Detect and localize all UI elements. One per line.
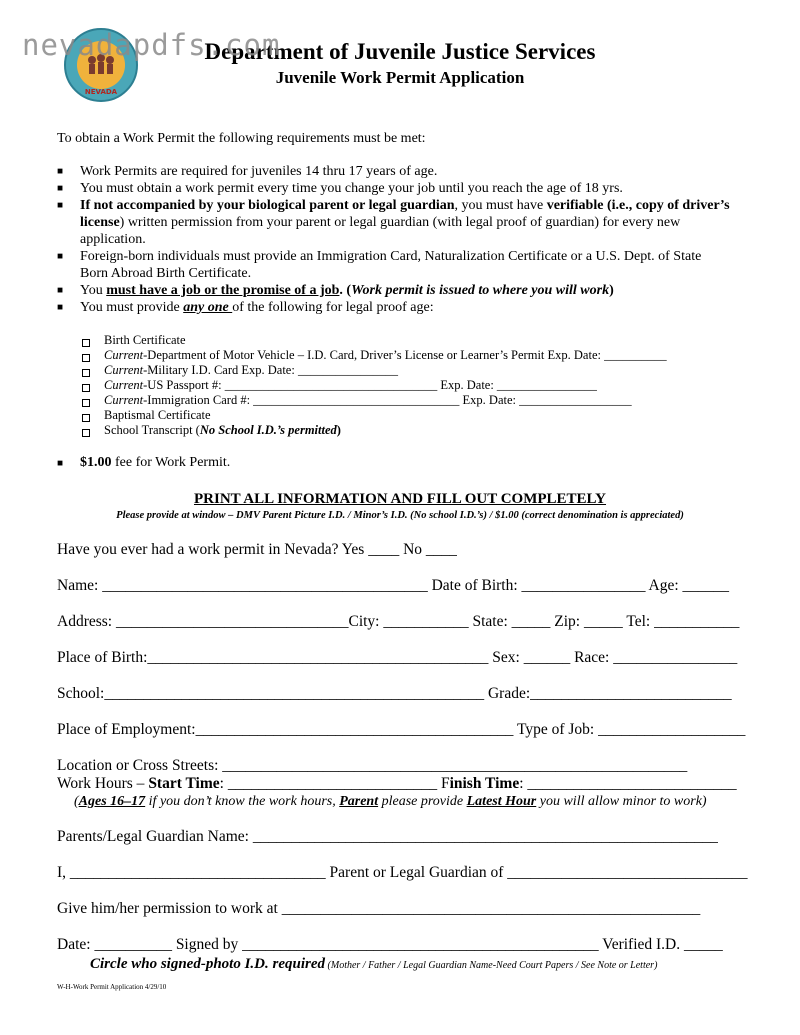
guardian-of-row[interactable]: I, _________________________________ Parent or Legal Guardian of _______________________________ xyxy=(57,864,748,881)
bullet-icon: ■ xyxy=(57,183,64,194)
requirement-proof-age: You must provide any one of the following for legal proof age: xyxy=(80,300,434,315)
option-birth-certificate: Birth Certificate xyxy=(104,333,186,347)
signature-row[interactable]: Date: __________ Signed by ______________________________________________ Verified I.D. _____ xyxy=(57,936,723,953)
option-baptismal: Baptismal Certificate xyxy=(104,408,211,422)
work-hours-row[interactable]: Work Hours – Start Time: ___________________________ Finish Time: ___________________________ xyxy=(57,775,737,792)
work-hours-note: (Ages 16–17 if you don’t know the work hours, Parent please provide Latest Hour you will allow minor to work) xyxy=(74,794,707,809)
bullet-icon: ■ xyxy=(57,302,64,313)
page-title: Department of Juvenile Justice Services xyxy=(204,39,596,64)
requirement-job: You must have a job or the promise of a job. (Work permit is issued to where you will work) xyxy=(80,283,614,298)
checkbox-baptismal[interactable] xyxy=(82,414,90,422)
print-instruction-note: Please provide at window – DMV Parent Picture I.D. / Minor’s I.D. (No school I.D.’s) / $1.00 (correct denomination is appreciated) xyxy=(116,510,684,521)
prior-permit-question[interactable]: Have you ever had a work permit in Nevada? Yes ____ No ____ xyxy=(57,541,457,558)
bullet-icon: ■ xyxy=(57,200,64,211)
fee-text: $1.00 fee for Work Permit. xyxy=(80,455,231,470)
option-military-id: Current-Military I.D. Card Exp. Date: ________________ xyxy=(104,363,398,377)
guardian-name-row[interactable]: Parents/Legal Guardian Name: ____________________________________________________________ xyxy=(57,828,718,845)
checkbox-military-id[interactable] xyxy=(82,369,90,377)
checkbox-school-transcript[interactable] xyxy=(82,429,90,437)
location-row[interactable]: Location or Cross Streets: ____________________________________________________________ xyxy=(57,757,688,774)
watermark: nevadapdfs.com xyxy=(22,28,281,62)
circle-signer-instruction: Circle who signed-photo I.D. required (Mother / Father / Legal Guardian Name-Need Court Papers / See Note or Letter) xyxy=(90,956,658,972)
requirement-new-job: You must obtain a work permit every time you change your job until you reach the age of 18 yrs. xyxy=(80,181,623,196)
bullet-icon: ■ xyxy=(57,166,64,177)
print-instruction-heading: PRINT ALL INFORMATION AND FILL OUT COMPLETELY xyxy=(193,491,607,507)
checkbox-passport[interactable] xyxy=(82,384,90,392)
svg-text:NEVADA: NEVADA xyxy=(84,88,118,96)
name-dob-age-row[interactable]: Name: __________________________________________ Date of Birth: ________________ Age: ______ xyxy=(57,577,730,594)
option-school-transcript: School Transcript (No School I.D.’s permitted) xyxy=(104,423,341,437)
permission-row[interactable]: Give him/her permission to work at ______________________________________________________ xyxy=(57,900,701,917)
employment-row[interactable]: Place of Employment:_________________________________________ Type of Job: ___________________ xyxy=(57,721,746,738)
birth-sex-race-row[interactable]: Place of Birth:____________________________________________ Sex: ______ Race: ________________ xyxy=(57,649,738,666)
option-passport: Current-US Passport #: __________________________________ Exp. Date: ________________ xyxy=(104,378,597,392)
checkbox-dmv-id[interactable] xyxy=(82,354,90,362)
bullet-icon: ■ xyxy=(57,458,64,469)
requirement-age: Work Permits are required for juveniles 14 thru 17 years of age. xyxy=(80,164,438,179)
requirement-foreign-born: Foreign-born individuals must provide an Immigration Card, Naturalization Certificate or a U.S. Dept. of State Born Abroad Birth Certificate. xyxy=(80,249,702,281)
bullet-icon: ■ xyxy=(57,251,64,262)
form-footer: W-H-Work Permit Application 4/29/10 xyxy=(57,983,167,991)
bullet-icon: ■ xyxy=(57,285,64,296)
option-immigration-card: Current-Immigration Card #: _________________________________ Exp. Date: __________________ xyxy=(104,393,632,407)
address-row[interactable]: Address: ______________________________City: ___________ State: _____ Zip: _____ Tel: ___________ xyxy=(57,613,740,630)
checkbox-immigration-card[interactable] xyxy=(82,399,90,407)
intro-text: To obtain a Work Permit the following requirements must be met: xyxy=(57,131,426,146)
option-dmv-id: Current-Department of Motor Vehicle – I.D. Card, Driver’s License or Learner’s Permit Exp. Date: __________ xyxy=(104,348,667,362)
page-subtitle: Juvenile Work Permit Application xyxy=(275,68,525,87)
checkbox-birth-certificate[interactable] xyxy=(82,339,90,347)
school-grade-row[interactable]: School:_________________________________________________ Grade:__________________________ xyxy=(57,685,732,702)
requirement-parent-permission: If not accompanied by your biological parent or legal guardian, you must have verifiable (i.e., copy of driver’s license) written permission from your parent or legal guardian (with legal proof of guardian) for every new application. xyxy=(80,198,730,247)
